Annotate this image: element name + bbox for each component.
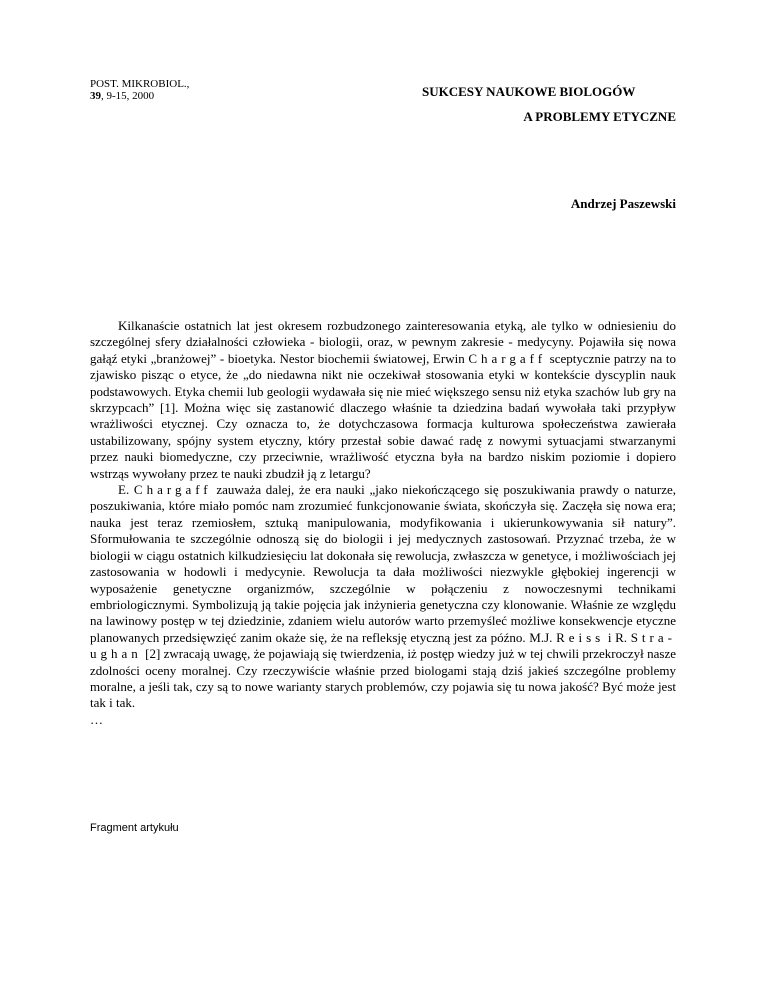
journal-volume-pages: [90, 90, 189, 102]
journal-pages-year: , 9-15, 2000: [101, 90, 155, 102]
author-name: Andrzej Paszewski: [570, 196, 676, 211]
paragraph-2-text-b: i R.: [604, 629, 631, 645]
author-chargaff: Chargaff: [468, 350, 547, 366]
title-line-1: SUKCESY NAUKOWE BIOLOGÓW: [422, 84, 636, 99]
ellipsis: …: [90, 711, 103, 727]
author-chargaff-2: Chargaff: [133, 482, 212, 498]
paragraph-2-text-a: zauważa dalej, że era nauki „jako niekończącego się poszukiwania prawdy o naturze, poszukiwania, które miało pomóc nam zrozumieć funkcjonowanie świata, skończyła się. Zaczęła się nowa era; nauka jest teraz rzemiosłem, sztuką manipulowania, modyfikowania i ukierunkowywania sił natury”. Sformułowania te szczególnie odnoszą się do biologii i jej medycznych zastosowań. Przyznać trzeba, że w biologii w ciągu ostatnich kilkudziesięciu lat dokonała się rewolucja, zwłaszcza w genetyce, i możliwościach jej zastosowania w hodowli i medycynie. Rewolucja ta dała możliwości niezwykle głębokiej ingerencji w wyposażenie genetyczne organizmów, szczególnie w połączeniu z nowoczesnymi technikami embriologicznymi. Symbolizują ją takie pojęcia jak inżynieria genetyczna czy klonowanie. Właśnie ze względu na lawinowy postęp w tej dziedzinie, zdaniem wielu autorów warto przemyśleć możliwe konsekwencje etyczne planowanych przedsięwzięć zanim okaże się, że na refleksję etyczną jest za późno. M.J.: [90, 482, 676, 645]
paragraph-1: [90, 318, 676, 482]
article-body: [90, 318, 676, 728]
paragraph-2: [90, 482, 676, 712]
paragraph-1-text-a: Kilkanaście ostatnich lat jest okresem rozbudzonego zainteresowania etyką, ale tylko w odniesieniu do szczególnej sfery działalności człowieka - biologii, oraz, w pewnym zakresie - medycyny. Pojawiła się nowa gałąź etyki „branżowej” - bioetyka. Nestor biochemii światowej, Erwin: [90, 318, 676, 366]
author-straughan: Stra-ughan: [90, 629, 676, 662]
footer-note: Fragment artykułu: [90, 822, 179, 834]
author-reiss: Reiss: [556, 629, 605, 645]
journal-volume: 39: [90, 90, 101, 102]
journal-name: POST. MIKROBIOL.,: [90, 78, 190, 90]
title-line-2: A PROBLEMY ETYCZNE: [523, 109, 676, 124]
journal-reference: [90, 78, 189, 102]
paragraph-2-text-c: [2] zwracają uwagę, że pojawiają się twierdzenia, iż postęp wiedzy już w tej chwili przekroczył nasze zdolności oceny moralnej. Czy rzeczywiście właśnie przed biologami stają dziś jakieś szczególne problemy moralne, a jeśli tak, czy są to nowe warianty starych problemów, czy pojawia się tu nowa jakość? Być może jest tak i tak.: [90, 646, 676, 711]
paragraph-2-prefix: E.: [118, 482, 134, 498]
paragraph-1-text-b: sceptycznie patrzy na to zjawisko pisząc o etyce, że „do niedawna nikt nie oczekiwał stosowania etyki w kontekście dyscyplin nauk podstawowych. Etyka chemii lub geologii wydawała się nie mieć większego sensu niż etyka szachów lub gry na skrzypcach” [1]. Można więc się zastanowić dlaczego właśnie ta dziedzina badań wywołała taki przypływ wrażliwości etycznej. Czy oznacza to, że dotychczasowa formacja kulturowa społeczeństwa zawierała ustabilizowany, spójny system etyczny, który przestał sobie dawać radę z nowymi sytuacjami stwarzanymi przez nauki biomedyczne, czy przeciwnie, wrażliwość etyczna była na bardzo niskim poziomie i dopiero wstrząs wywołany przez te nauki zbudził ją z letargu?: [90, 350, 676, 481]
